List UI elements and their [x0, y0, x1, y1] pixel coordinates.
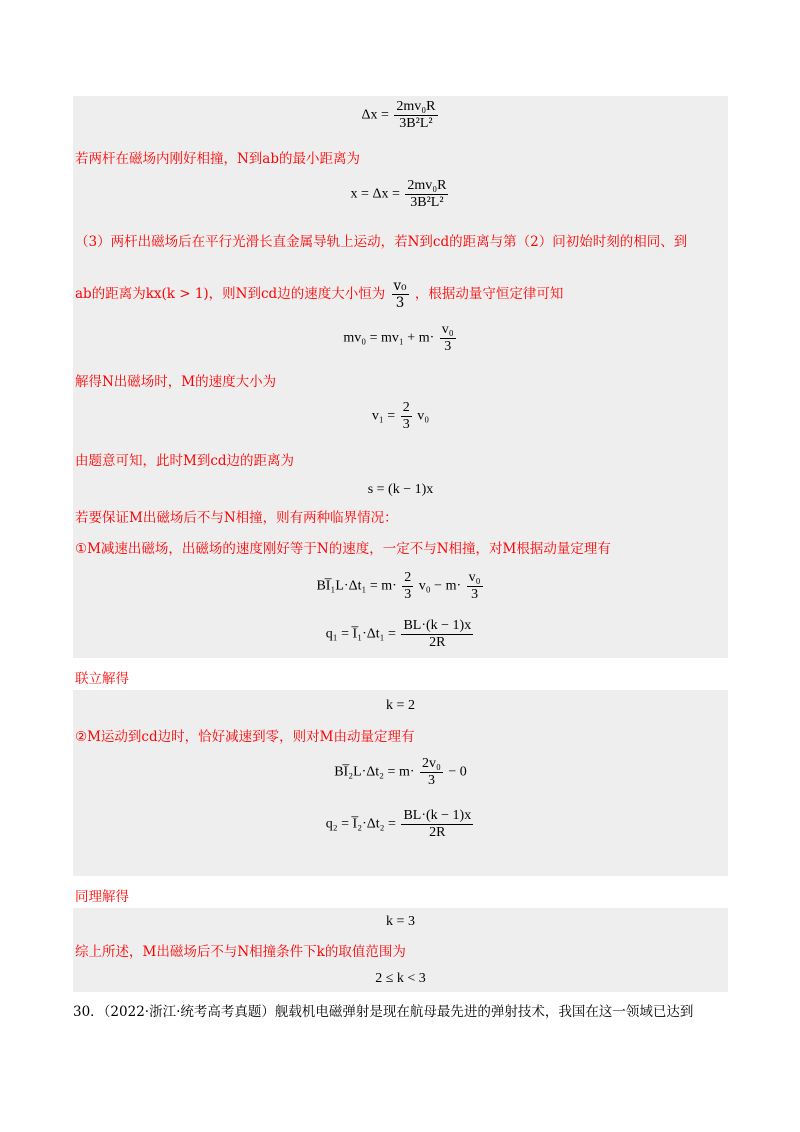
- equation-case1-impulse: BI̅₁L·Δt₁ = m· $\frac{2}{3}$ v₀ − m· $\frac{\text{v₀}}{3}$: [316, 570, 481, 602]
- text-similar-solve: 同理解得: [75, 889, 129, 905]
- text-summary: 综上所述，M出磁场后不与N相撞条件下k的取值范围为: [75, 944, 406, 960]
- text-distance: 由题意可知，此时M到cd边的距离为: [75, 453, 295, 469]
- equation-v1: v₁ = $\frac{2}{3}$ v₀: [371, 400, 430, 432]
- equation-k3: k = 3: [386, 914, 415, 929]
- equation-s: s = (k − 1)x: [367, 482, 434, 497]
- equation-momentum: mv₀ = mv₁ + m· $\frac{\text{v₀}}{3}$: [343, 322, 454, 354]
- text-min-distance: 若两杆在磁场内刚好相撞，N到ab的最小距离为: [75, 151, 361, 167]
- equation-delta-x: Δx = $\frac{\text{2mv₀R}}{\text{3B²L²}}$: [361, 99, 436, 131]
- text-part3-b: ab的距离为kx(k > 1)，则N到cd边的速度大小恒为 $\frac{\text{v₀}}{3}$ ，根据动量守恒定律可知: [75, 278, 564, 311]
- text-solve-m: 解得N出磁场时，M的速度大小为: [75, 374, 277, 390]
- equation-x: x = Δx = $\frac{\text{2mv₀R}}{\text{3B²L²}}$: [350, 178, 447, 210]
- text-part3-a: （3）两杆出磁场后在平行光滑长直金属导轨上运动，若N到cd的距离与第（2）问初始时刻的相同、到: [75, 234, 688, 250]
- text-case1: ①M减速出磁场，出磁场的速度刚好等于N的速度，一定不与N相撞，对M根据动量定理有: [75, 541, 611, 557]
- equation-case1-charge: q₁ = I̅₁·Δt₁ = $\frac{BL\cdot(k - 1)x}{2R}$: [325, 618, 472, 650]
- text-ensure: 若要保证M出磁场后不与N相撞，则有两种临界情况：: [75, 510, 398, 526]
- equation-case2-impulse: BI̅₂L·Δt₂ = m· $\frac{\text{2v₀}}{3}$ − 0: [334, 756, 467, 788]
- equation-k2: k = 2: [386, 698, 415, 713]
- equation-case2-charge: q₂ = I̅₂·Δt₂ = $\frac{BL\cdot(k - 1)x}{2R}$: [325, 808, 472, 840]
- question-30: 30．（2022·浙江·统考高考真题）舰载机电磁弹射是现在航母最先进的弹射技术，我国在这一领域已达到: [73, 1004, 694, 1020]
- equation-range: 2 ≤ k < 3: [375, 971, 426, 986]
- text-joint-solve: 联立解得: [75, 671, 129, 687]
- text-case2: ②M运动到cd边时，恰好减速到零，则对M由动量定理有: [75, 729, 415, 745]
